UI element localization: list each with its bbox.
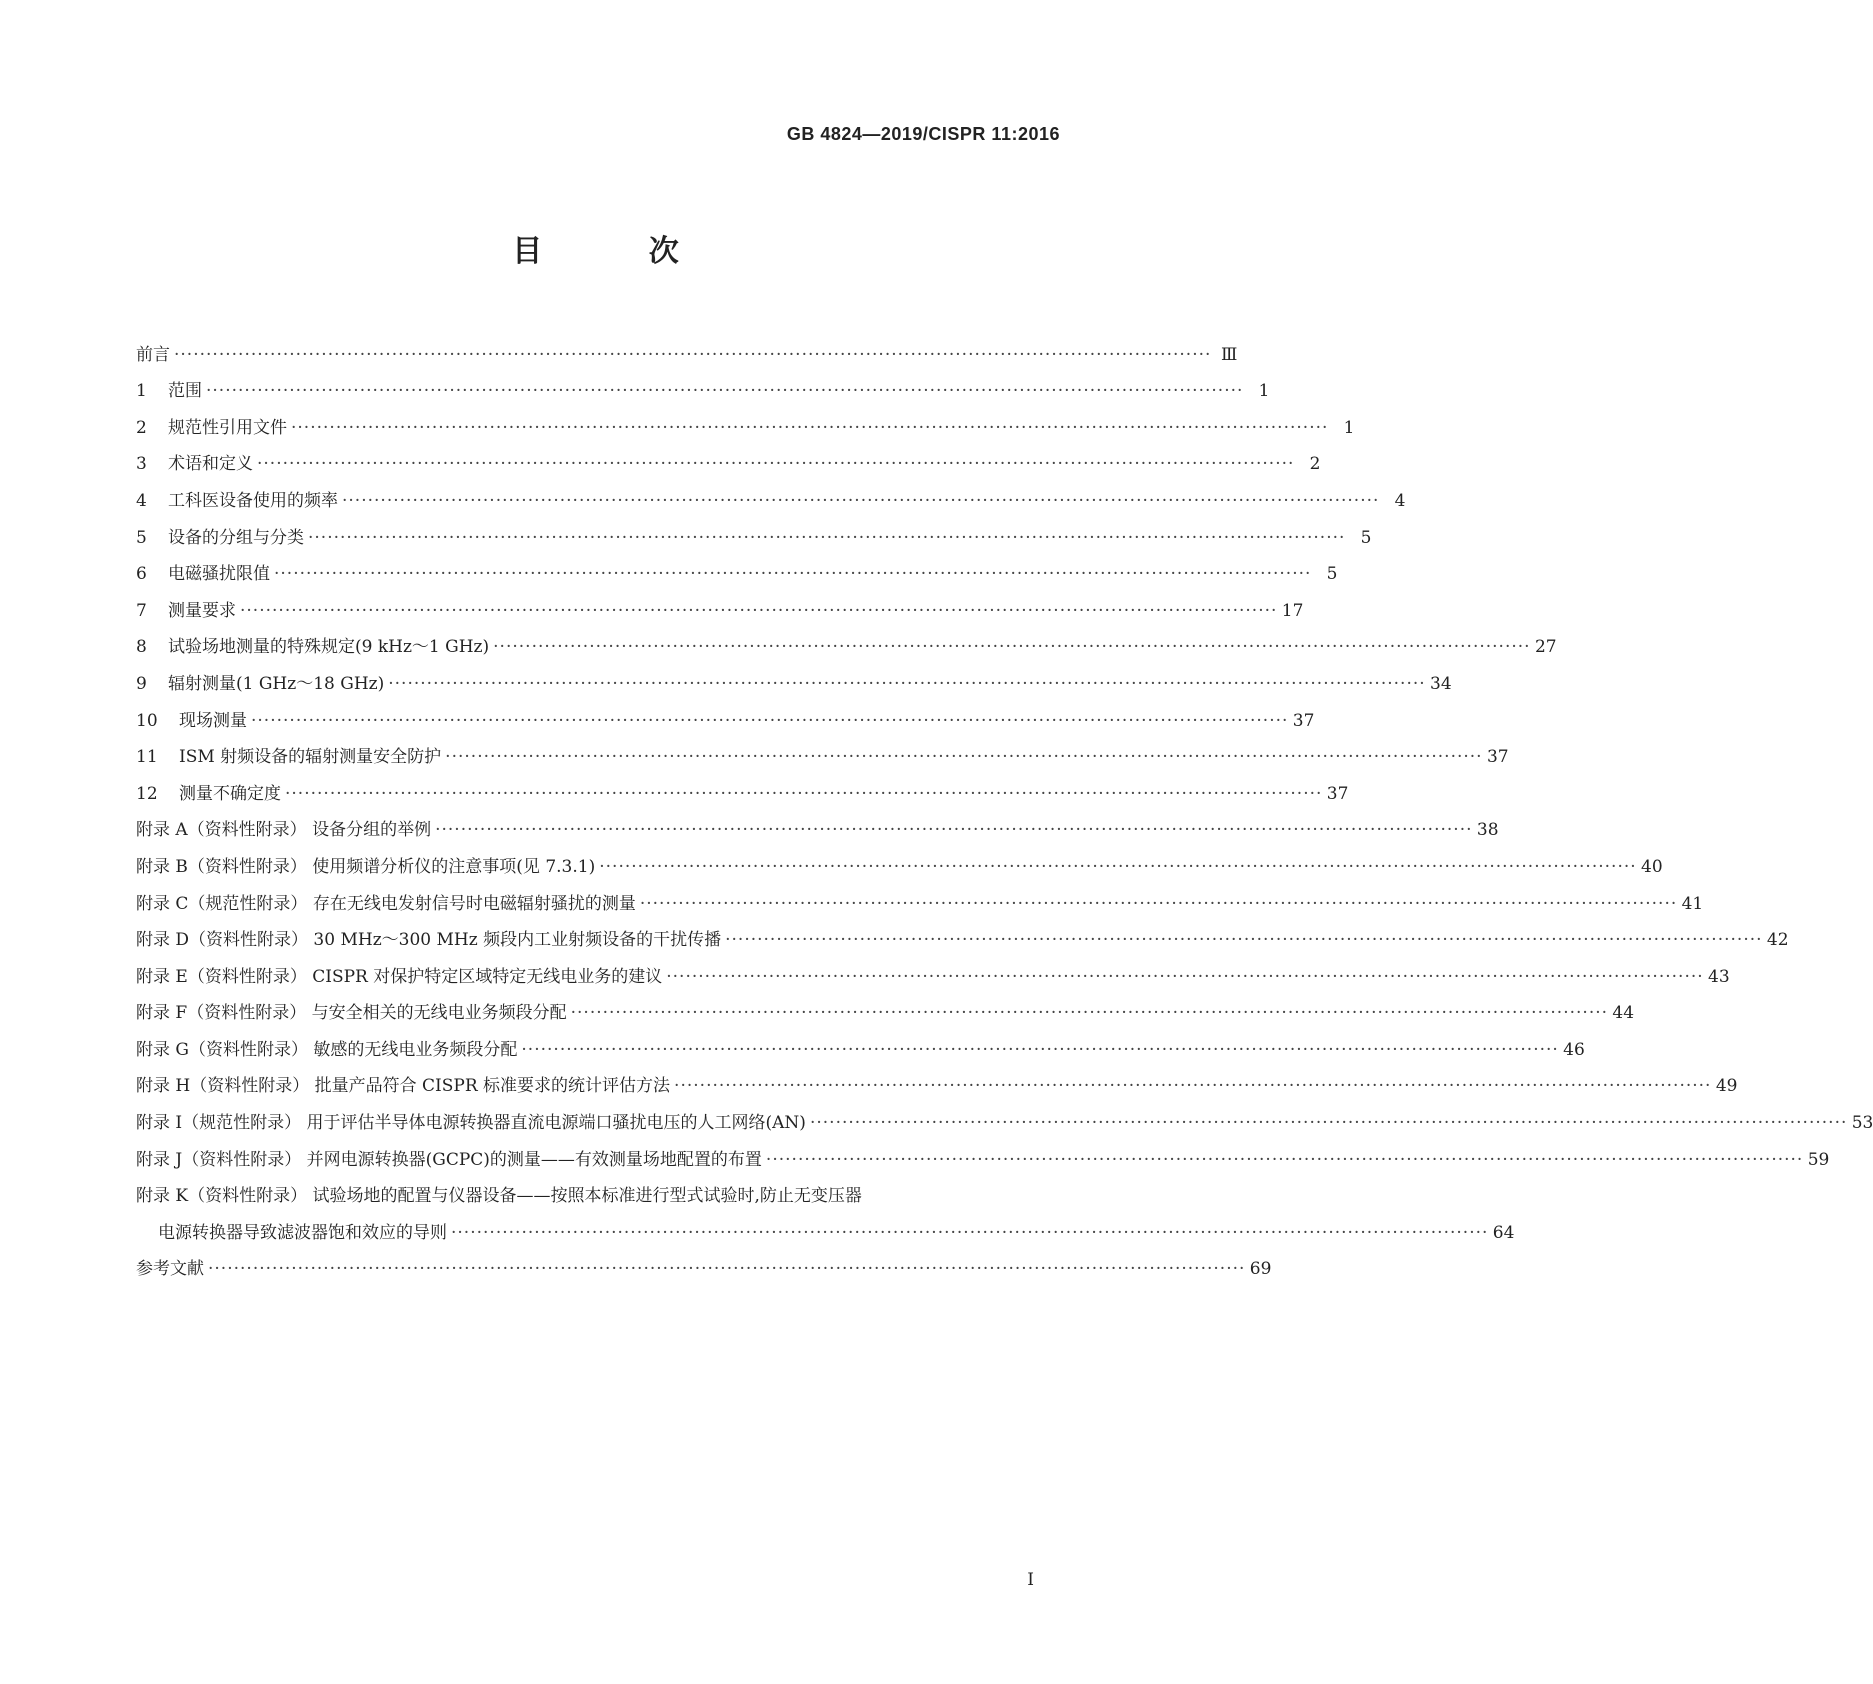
toc-page: 1 [1343,417,1355,438]
toc-label: 现场测量 [179,710,247,731]
toc-page: 2 [1309,454,1321,475]
toc-leader [240,601,1277,621]
toc-leader [206,381,1243,401]
toc-page: 37 [1486,747,1509,768]
toc-leader [308,528,1345,548]
toc-label: 附录 G（资料性附录） 敏感的无线电业务频段分配 [136,1039,518,1060]
toc-entry[interactable] [136,1023,1585,1060]
toc-label: 附录 H（资料性附录） 批量产品符合 CISPR 标准要求的统计评估方法 [136,1076,671,1097]
page-number: I [1027,1570,1034,1590]
toc-entry[interactable] [136,914,1789,951]
toc-label: 参考文献 [136,1259,204,1280]
toc-number: 1 [136,381,147,402]
toc-entry[interactable] [136,987,1635,1024]
toc-label: 前言 [136,344,170,365]
toc-leader [571,1003,1608,1023]
toc-entry[interactable] [136,438,1321,475]
toc-label: 设备的分组与分类 [168,527,304,548]
toc-label: 辐射测量(1 GHz～18 GHz) [168,673,385,694]
toc-number: 2 [136,417,147,438]
toc-leader [766,1150,1803,1170]
toc-label: ISM 射频设备的辐射测量安全防护 [179,747,442,768]
toc-page: 27 [1534,637,1557,658]
toc-number: 3 [136,454,147,475]
toc-entry[interactable] [136,877,1704,914]
toc-entry[interactable] [136,328,1238,365]
toc-page: 5 [1360,527,1372,548]
toc-leader [291,418,1328,438]
toc-entry[interactable] [136,365,1270,402]
toc-entry[interactable] [136,731,1509,768]
toc-page: 37 [1292,710,1315,731]
toc-leader [251,711,1288,731]
toc-page: 41 [1681,893,1704,914]
toc-page: 42 [1766,930,1789,951]
page-title: 目 次 [512,234,727,269]
toc-label: 附录 I（规范性附录） 用于评估半导体电源转换器直流电源端口骚扰电压的人工网络(AN) [136,1113,806,1134]
toc-leader [521,1040,1558,1060]
toc-leader [174,345,1211,365]
toc-number: 9 [136,673,147,694]
toc-entry[interactable] [136,950,1730,987]
toc-number: 11 [136,747,158,768]
toc-label: 工科医设备使用的频率 [168,490,338,511]
toc-entry[interactable] [136,584,1304,621]
toc-page: 43 [1708,966,1730,987]
toc-leader [445,747,1482,767]
toc-page: 40 [1641,856,1663,877]
toc-label: 电磁骚扰限值 [168,564,270,585]
toc-page: 34 [1430,673,1452,694]
toc-leader [208,1259,1245,1279]
toc-entry[interactable] [136,840,1663,877]
toc-entry[interactable] [136,1133,1830,1170]
toc-entry[interactable] [136,621,1557,658]
toc-page: 69 [1249,1259,1272,1280]
toc-page: 44 [1612,1003,1635,1024]
toc-label: 规范性引用文件 [168,417,287,438]
toc-entry[interactable] [136,804,1499,841]
toc-leader [725,930,1762,950]
toc-entry[interactable] [136,1096,1873,1134]
toc-page: 5 [1326,564,1338,585]
toc-page: 1 [1258,381,1270,402]
toc-number: 10 [136,710,158,731]
toc-label: 试验场地测量的特殊规定(9 kHz～1 GHz) [168,637,490,658]
toc-label: 附录 K（资料性附录） 试验场地的配置与仪器设备——按照本标准进行型式试验时,防止无变压器 [136,1186,862,1207]
toc-label: 附录 E（资料性附录） CISPR 对保护特定区域特定无线电业务的建议 [136,966,663,987]
toc-leader [451,1223,1488,1243]
toc-leader [257,454,1294,474]
toc-entry[interactable] [136,1170,1058,1207]
toc-label: 电源转换器导致滤波器饱和效应的导则 [158,1222,447,1243]
toc-page: 46 [1563,1039,1585,1060]
toc-page: 4 [1394,490,1406,511]
toc-page: 53 [1851,1113,1873,1134]
toc-entry[interactable] [136,767,1349,804]
toc-leader [599,857,1636,877]
toc-leader [810,1113,1847,1133]
toc-entry[interactable] [136,657,1452,694]
toc-label: 附录 D（资料性附录） 30 MHz～300 MHz 频段内工业射频设备的干扰传播 [136,930,722,951]
toc-label: 术语和定义 [168,454,253,475]
toc-leader [674,1076,1711,1096]
toc-entry[interactable] [136,511,1372,548]
toc-entry[interactable] [136,548,1338,585]
toc-label: 范围 [168,381,202,402]
toc-label: 附录 C（规范性附录） 存在无线电发射信号时电磁辐射骚扰的测量 [136,893,636,914]
toc-entry-continued[interactable] [136,1206,1515,1243]
standard-code: GB 4824—2019/CISPR 11:2016 [786,124,1060,144]
toc-leader [666,967,1703,987]
toc-number: 4 [136,490,147,511]
toc-number: 6 [136,564,147,585]
toc-page: 49 [1715,1076,1738,1097]
toc-leader [388,674,1425,694]
toc-number: 7 [136,600,147,621]
toc-page: 17 [1281,600,1304,621]
toc-entry[interactable] [136,1060,1738,1097]
toc-label: 测量不确定度 [179,783,281,804]
toc-leader [342,491,1379,511]
toc-label: 附录 J（资料性附录） 并网电源转换器(GCPC)的测量——有效测量场地配置的布置 [136,1149,762,1170]
toc-page: 38 [1476,820,1499,841]
toc-page: 59 [1807,1149,1830,1170]
toc-leader [493,637,1530,657]
toc-number: 12 [136,783,158,804]
toc-entry[interactable] [136,694,1315,731]
toc-label: 附录 A（资料性附录） 设备分组的举例 [136,820,432,841]
toc-entry[interactable] [136,1243,1272,1280]
toc-leader [640,894,1677,914]
toc-page: 64 [1492,1222,1515,1243]
toc-page: Ⅲ [1221,344,1238,365]
toc-leader [435,820,1472,840]
table-of-contents [136,328,1873,1280]
toc-label: 附录 B（资料性附录） 使用频谱分析仪的注意事项(见 7.3.1) [136,856,596,877]
toc-number: 5 [136,527,147,548]
toc-entry[interactable] [136,401,1355,438]
toc-number: 8 [136,637,147,658]
toc-leader [285,784,1322,804]
toc-page: 37 [1326,783,1349,804]
toc-label: 测量要求 [168,600,236,621]
toc-entry[interactable] [136,474,1406,511]
toc-label: 附录 F（资料性附录） 与安全相关的无线电业务频段分配 [136,1003,567,1024]
toc-leader [274,564,1311,584]
